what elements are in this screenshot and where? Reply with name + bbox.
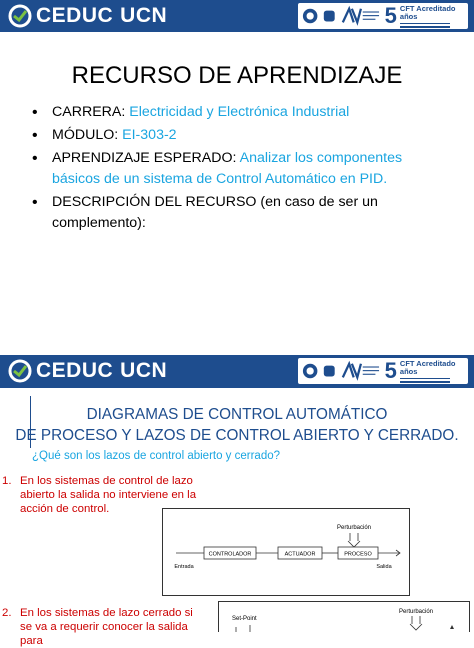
accreditation-label: CFT Acreditado años bbox=[399, 3, 456, 21]
output-label: Salida bbox=[376, 564, 392, 570]
institution-seal-icon bbox=[322, 363, 337, 379]
slide-title: RECURSO DE APRENDIZAJE bbox=[71, 62, 403, 89]
ceduc-logo-icon bbox=[8, 4, 32, 28]
ceduc-ucn-logo bbox=[8, 4, 167, 28]
accreditation-badges bbox=[298, 3, 468, 29]
university-seal-icon bbox=[302, 362, 318, 380]
accreditation-detail-line bbox=[400, 381, 450, 383]
list-item-closed-loop: 2. En los sistemas de lazo cerrado si se va a requerir conocer la salida para bbox=[2, 607, 193, 647]
bullet-expected-learning: • APRENDIZAJE ESPERADO: Analizar los componentes básicos de un sistema de Control Automático en PID. bbox=[32, 148, 452, 190]
slide-title bbox=[0, 404, 474, 446]
bullet-module: • MÓDULO: EI-303-2 bbox=[32, 125, 452, 146]
header-bar bbox=[0, 0, 474, 32]
resource-details-list bbox=[32, 102, 452, 236]
section-question: ¿Qué son los lazos de control abierto y cerrado? bbox=[32, 450, 281, 462]
accreditation-years: 5 bbox=[384, 3, 397, 28]
setpoint-label: Set-Point bbox=[232, 616, 257, 622]
brand-text: CEDUC UCN bbox=[36, 4, 168, 27]
actuator-label: ACTUADOR bbox=[284, 551, 316, 558]
slide-title-line-2: DE PROCESO Y LAZOS DE CONTROL ABIERTO Y CERRADO. bbox=[15, 427, 459, 444]
cna-logo-icon bbox=[341, 5, 381, 27]
accreditation-detail-line bbox=[400, 26, 450, 28]
slide-title-line-1: DIAGRAMAS DE CONTROL AUTOMÁTICO bbox=[86, 406, 388, 423]
controller-label: CONTROLADOR bbox=[208, 551, 252, 558]
accreditation-badges bbox=[298, 358, 468, 384]
bullet-career: • CARRERA: Electricidad y Electrónica Industrial bbox=[32, 102, 452, 123]
accreditation-years: 5 bbox=[384, 358, 397, 383]
bullet-resource-description: • DESCRIPCIÓN DEL RECURSO (en caso de ser un complemento): bbox=[32, 192, 452, 234]
list-item-open-loop: 1. En los sistemas de control de lazo abierto la salida no interviene en la acción de control. bbox=[2, 475, 197, 515]
cna-logo-icon bbox=[341, 360, 381, 382]
accreditation-label: CFT Acreditado años bbox=[399, 358, 456, 376]
ceduc-ucn-logo bbox=[8, 359, 167, 383]
closed-loop-diagram bbox=[218, 601, 470, 632]
institution-seal-icon bbox=[322, 8, 337, 24]
ceduc-logo-icon bbox=[8, 359, 32, 383]
slide-divider bbox=[0, 338, 474, 355]
brand-text: CEDUC UCN bbox=[36, 359, 168, 382]
header-bar bbox=[0, 355, 474, 388]
input-label: Entrada bbox=[174, 564, 194, 570]
process-label: PROCESO bbox=[344, 551, 372, 558]
disturbance-label: Perturbación bbox=[398, 609, 434, 615]
open-loop-diagram bbox=[162, 508, 410, 596]
accreditation-detail-line bbox=[400, 23, 450, 25]
university-seal-icon bbox=[302, 7, 318, 25]
accreditation-detail-line bbox=[400, 378, 450, 380]
disturbance-label: Perturbación bbox=[336, 525, 372, 531]
